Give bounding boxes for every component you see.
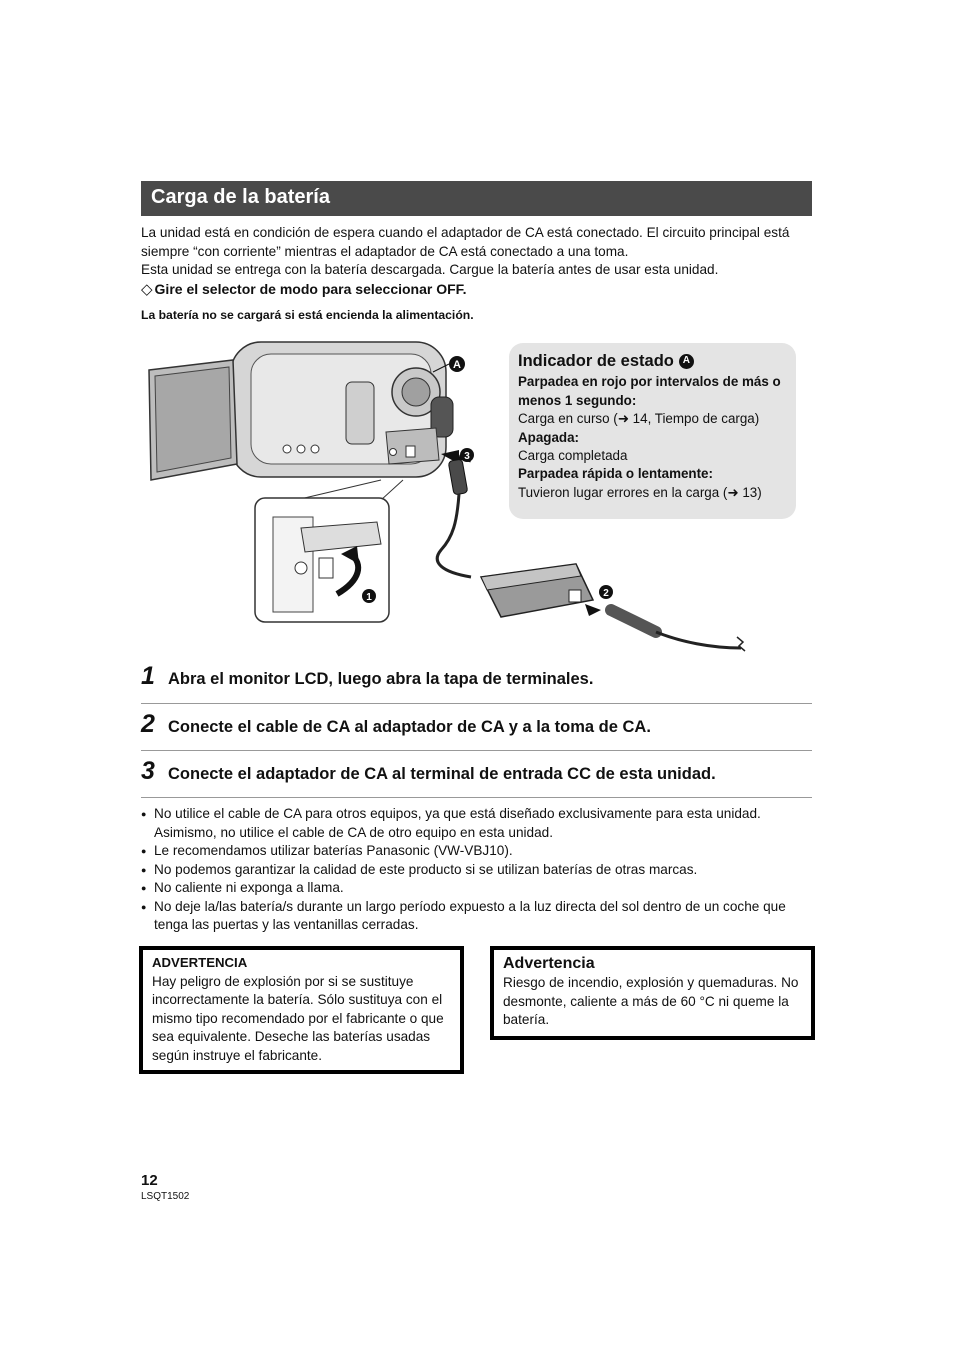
status-indicator-title xyxy=(518,352,788,370)
status-heading: Apagada: xyxy=(518,429,580,445)
intro-text xyxy=(141,224,816,280)
document-code: LSQT1502 xyxy=(141,1191,190,1202)
list-item: ● No caliente ni exponga a llama. xyxy=(141,879,816,898)
camcorder-icon xyxy=(149,342,453,480)
svg-text:2: 2 xyxy=(603,588,609,599)
svg-text:A: A xyxy=(453,359,461,371)
step-number: 3 xyxy=(141,757,155,785)
status-indicator-title-text: Indicador de estado xyxy=(518,352,674,370)
divider xyxy=(141,797,812,798)
figure-label-3 xyxy=(460,448,474,462)
figure-label-a xyxy=(449,356,465,372)
list-item: ● Le recomendamos utilizar baterías Panasonic (VW-VBJ10). xyxy=(141,842,816,861)
power-warning: La batería no se cargará si está encienda la alimentación. xyxy=(141,308,474,322)
status-indicator-box xyxy=(509,343,796,519)
step-2 xyxy=(141,710,812,739)
step-number: 1 xyxy=(141,662,155,690)
warning-box-fire xyxy=(490,946,815,1040)
warning-box-explosion xyxy=(139,946,464,1074)
mode-instruction xyxy=(141,280,467,298)
divider xyxy=(141,703,812,704)
status-text: Carga completada xyxy=(518,448,628,464)
status-text: Carga en curso (➜ 14, Tiempo de carga) xyxy=(518,411,760,427)
list-item: ● No podemos garantizar la calidad de este producto si se utilizan baterías de otras marcas. xyxy=(141,861,816,880)
step-text: Conecte el cable de CA al adaptador de CA y a la toma de CA. xyxy=(168,718,651,736)
status-heading: Parpadea rápida o lentamente: xyxy=(518,466,713,482)
warning-text: Hay peligro de explosión por si se sustituye incorrectamente la batería. Sólo sustituya con el mismo tipo recomendado por el fabricante o que sea equivalente. Deseche las baterías usadas según instruye el fabricante. xyxy=(152,973,444,1063)
status-text: Tuvieron lugar errores en la carga (➜ 13) xyxy=(518,484,762,500)
svg-text:1: 1 xyxy=(366,592,372,603)
svg-text:3: 3 xyxy=(464,451,470,462)
intro-paragraph: La unidad está en condición de espera cuando el adaptador de CA está conectado. El circuito principal está siempre “con corriente” mientras el adaptador de CA está conectado a una toma. xyxy=(141,225,790,259)
intro-paragraph: Esta unidad se entrega con la batería descargada. Cargue la batería antes de usar esta unidad. xyxy=(141,262,719,277)
list-item: ● No deje la/las batería/s durante un largo período expuesto a la luz directa del sol dentro de un coche que tenga las puertas y las ventanillas cerradas. xyxy=(141,898,816,935)
diamond-icon: ◇ xyxy=(141,281,153,298)
marker-a-icon: A xyxy=(679,354,694,369)
ac-adapter-icon xyxy=(481,564,593,617)
page-number: 12 xyxy=(141,1172,158,1189)
figure-label-2 xyxy=(599,585,613,599)
status-heading: Parpadea en rojo por intervalos de más o menos 1 segundo: xyxy=(518,374,781,408)
divider xyxy=(141,750,812,751)
warning-text: Riesgo de incendio, explosión y quemaduras. No desmonte, caliente a más de 60 °C ni queme la batería. xyxy=(503,975,799,1027)
terminal-detail-inset xyxy=(255,480,403,622)
warning-title: ADVERTENCIA xyxy=(152,955,248,970)
warning-title: Advertencia xyxy=(503,955,595,972)
step-text: Abra el monitor LCD, luego abra la tapa de terminales. xyxy=(168,670,594,688)
step-text: Conecte el adaptador de CA al terminal de entrada CC de esta unidad. xyxy=(168,765,716,783)
notes-list xyxy=(141,805,816,935)
figure-label-1 xyxy=(362,589,376,603)
dc-cable-icon xyxy=(437,459,471,577)
step-3 xyxy=(141,757,812,786)
step-number: 2 xyxy=(141,710,155,738)
mode-instruction-text: Gire el selector de modo para seleccionar OFF. xyxy=(154,281,467,297)
step-1 xyxy=(141,662,812,691)
list-item: ● No utilice el cable de CA para otros equipos, ya que está diseñado exclusivamente para esta unidad. Asimismo, no utilice el cable de CA de otro equipo en esta unidad. xyxy=(141,805,816,842)
ac-cord-icon xyxy=(611,610,745,651)
section-title: Carga de la batería xyxy=(141,181,812,216)
